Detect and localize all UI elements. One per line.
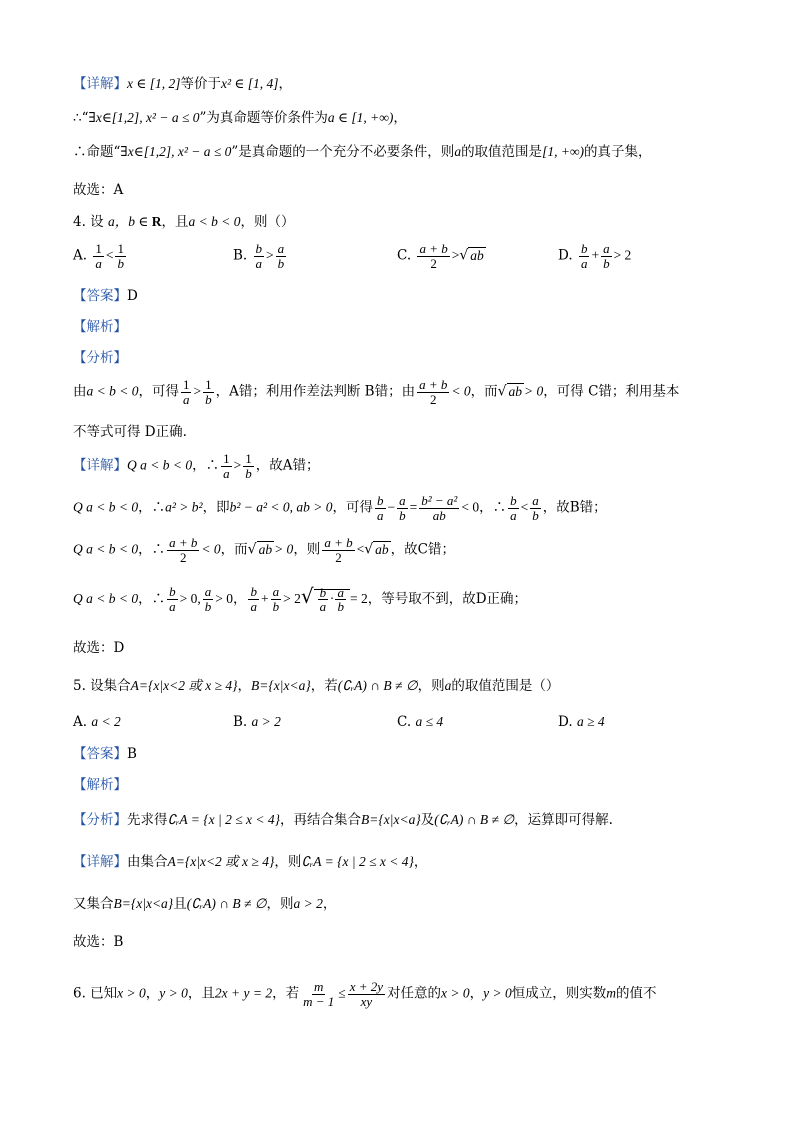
fenxi-4-line-1: 由a < b < 0，可得 $\frac{1}{a}$ > $\frac{1}{b}$ ，A错；利用作差法判断 B错；由 $\frac{a + b}{2}$ < 0，而√ ab > 0，可得 C错；利用基本 [73,377,680,407]
detail-4-line-4: Q a < b < 0，∴ $\frac{b}{a}$ > 0, $\frac{a}{b}$ > 0， $\frac{b}{a}$ + $\frac{a}{b}$ > 2√ $\frac{b}{a}$ · $\frac{a}{b}$ = 2，等号取不到，故D正确； [73,584,528,615]
line-detail-1: 【详解】x ∈ [1, 2]等价于x² ∈ [1, 4]， [73,76,293,92]
line-select-3: 故选：A [73,182,124,198]
option-4a: A. $\frac{1}{a}$ < $\frac{1}{b}$ [73,241,124,271]
detail-4-line-3: Q a < b < 0，∴ $\frac{a + b}{2}$ < 0，而√ ab > 0，则 $\frac{a + b}{2}$ <√ ab ，故C错； [73,535,455,565]
analysis-4-tag: 【解析】 [73,319,127,335]
detail-4-line-1: 【详解】Q a < b < 0，∴ $\frac{1}{a}$ > $\frac{1}{b}$ ，故A错； [73,451,320,481]
line-detail-2: ∴“∃x∈[1,2], x² − a ≤ 0”为真命题等价条件为a ∈ [1, +∞)， [73,110,407,126]
select-4: 故选：D [73,640,125,656]
option-5c: C. a ≤ 4 [397,714,444,730]
detail-4-line-2: Q a < b < 0，∴a² > b²，即b² − a² < 0, ab > 0，可得 $\frac{b}{a}$ − $\frac{a}{b}$ = $\frac{\text{b² − a²}}{ab}$ < 0，∴ $\frac{b}{a}$ < $\frac{a}{b}$ ，故B错； [73,493,607,523]
option-5d: D. a ≥ 4 [558,714,605,730]
question-6-stem: 6. 已知x > 0，y > 0，且2x + y = 2，若 $\frac{m}{m - 1}$ ≤ $\frac{x + 2y}{xy}$ 对任意的x > 0，y > 0恒成立，则实数m的值不 [73,979,657,1009]
fenxi-5: 【分析】先求得∁ᵣA = {x | 2 ≤ x < 4}，再结合集合B={x|x<a}及(∁ᵣA) ∩ B ≠ ∅，运算即可得解. [73,812,613,828]
question-4-stem: 4. 设 a，b ∈ R，且a < b < 0，则（） [73,214,295,230]
select-5: 故选：B [73,934,124,950]
detail-5-line-1: 【详解】由集合A={x|x<2 或 x ≥ 4}，则∁ᵣA = {x | 2 ≤ x < 4}， [73,854,428,870]
line-detail-3: ∴命题“∃x∈[1,2], x² − a ≤ 0”是真命题的一个充分不必要条件，则a的取值范围是[1, +∞)的真子集， [73,144,652,160]
answer-5: 【答案】B [73,746,137,762]
fenxi-4-tag: 【分析】 [73,350,127,366]
analysis-5-tag: 【解析】 [73,777,127,793]
option-5a: A. a < 2 [73,714,121,730]
option-4b: B. $\frac{b}{a}$ > $\frac{a}{b}$ [233,241,285,271]
tag-detail: 【详解】 [73,76,127,92]
option-4d: D. $\frac{b}{a}$ + $\frac{a}{b}$ > 2 [558,241,632,271]
answer-4: 【答案】D [73,288,138,304]
question-5-stem: 5. 设集合A={x|x<2 或 x ≥ 4}，B={x|x<a}，若(∁ᵣA) ∩ B ≠ ∅，则a的取值范围是（） [73,678,560,694]
detail-5-line-2: 又集合B={x|x<a}且(∁ᵣA) ∩ B ≠ ∅，则a > 2， [73,896,337,912]
option-4c: C. $\frac{a + b}{2}$ >√ ab [397,241,484,271]
option-5b: B. a > 2 [233,714,281,730]
fenxi-4-line-2: 不等式可得 D正确. [73,424,187,440]
